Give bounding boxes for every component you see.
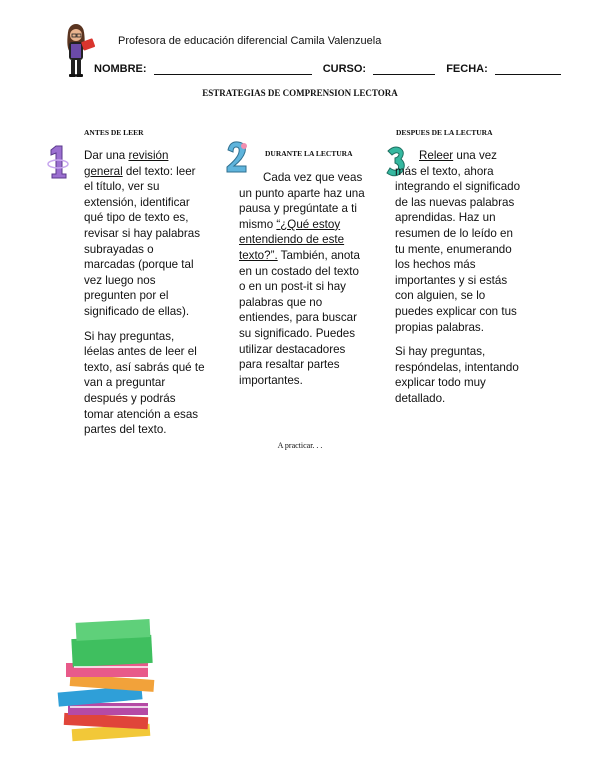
- after-paragraph-2: Si hay preguntas, respóndelas, intentando explicar todo muy detallado.: [395, 345, 519, 405]
- after-text: Releer una vez más el texto, ahora integrando el significado de las nuevas palabras aprendidas. Haz un resumen de lo leído en tu mente, enumerando los hechos más importantes y si estás con alguien, se lo puedes explicar con tus propias palabras. Si hay preguntas, respóndelas, intentando explicar todo muy detallado.: [395, 149, 521, 405]
- before-paragraph-2: Si hay preguntas, léelas antes de leer el texto, así sabrás qué te van a preguntar después y podrás tomar atención a esas partes del texto.: [84, 329, 205, 437]
- book-stack-icon: [44, 615, 164, 750]
- during-text: Cada vez que veas un punto aparte haz una pausa y pregúntate a ti mismo “¿Qué estoy entendiendo de este texto?”. También, anota en un costado del texto o en un post-it si hay palabras que no entiendes, para buscar su significado. Puedes utilizar destacadores para resaltar partes importantes.: [239, 171, 365, 387]
- before-text: Dar una revisión general del texto: leer el título, ver su extensión, identificar qué tipo de texto es, revisar si hay palabras subrayadas o marcadas (porque tal vez luego nos pregunten por el significado de ellas). Si hay preguntas, léelas antes de leer el texto, así sabrás qué te van a preguntar después y podrás tomar atención a esas partes del texto.: [84, 149, 205, 437]
- curso-label: CURSO:: [322, 63, 367, 75]
- nombre-label: NOMBRE:: [94, 63, 147, 75]
- student-fields: [94, 63, 561, 75]
- during-heading: DURANTE LA LECTURA: [265, 149, 353, 158]
- curso-blank[interactable]: [373, 63, 435, 75]
- revision-general-underline: revisión general: [84, 149, 169, 178]
- fecha-label: FECHA:: [446, 63, 488, 75]
- before-heading: ANTES DE LEER: [84, 128, 144, 137]
- releer-underline: Releer: [419, 149, 454, 162]
- fecha-blank[interactable]: [495, 63, 561, 75]
- question-underline: “¿Qué estoy entendiendo de este texto?”.: [239, 217, 345, 262]
- after-heading: DESPUES DE LA LECTURA: [396, 128, 493, 137]
- nombre-blank[interactable]: [154, 63, 312, 75]
- teacher-name: Profesora de educación diferencial Camila Valenzuela: [118, 35, 382, 47]
- number-1-icon: [46, 144, 70, 180]
- page-title: ESTRATEGIAS DE COMPRENSION LECTORA: [202, 88, 398, 98]
- practice-label: A practicar. . .: [277, 441, 323, 450]
